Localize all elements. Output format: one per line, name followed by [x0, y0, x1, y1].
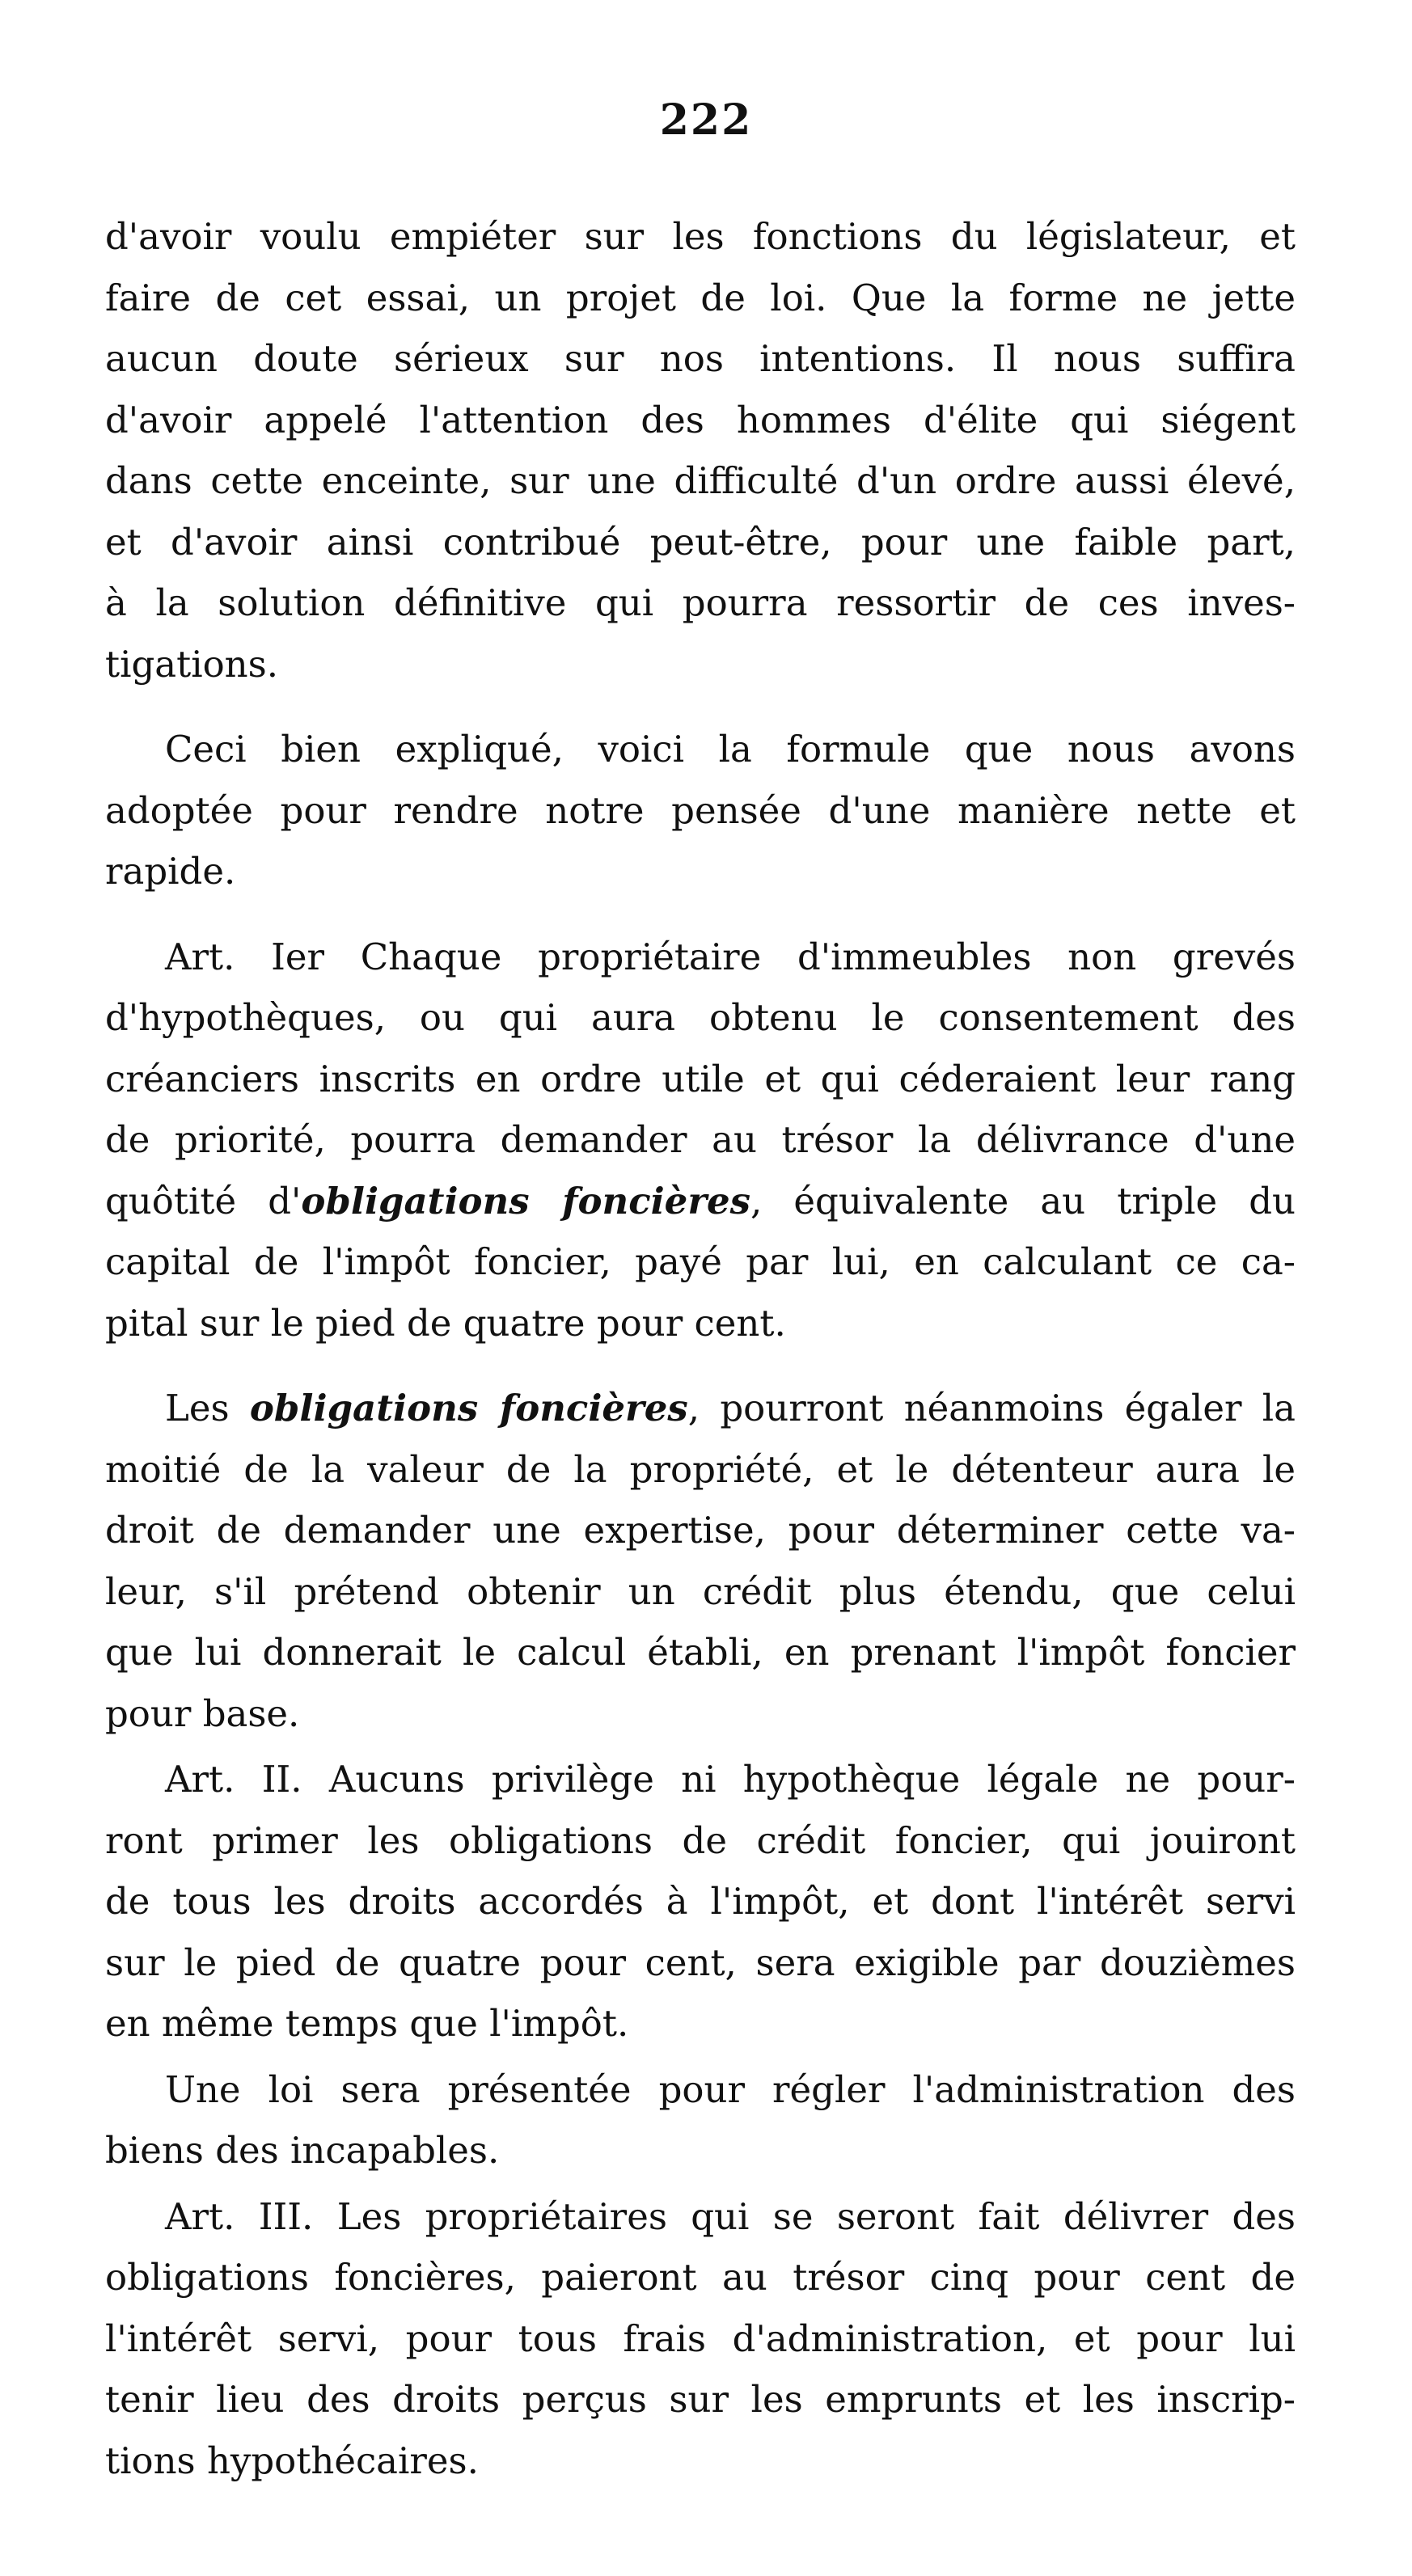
- paragraph-2: [105, 719, 1296, 902]
- text-line: d'hypothèques, ou qui aura obtenu le consentement des: [105, 996, 1296, 1039]
- text-line: d'avoir voulu empiéter sur les fonctions du législateur, et: [105, 215, 1296, 258]
- text-line: Art. Ier Chaque propriétaire d'immeubles non grevés: [165, 935, 1296, 978]
- text-line: tenir lieu des droits perçus sur les emprunts et les inscrip-: [105, 2378, 1296, 2421]
- text-line: droit de demander une expertise, pour déterminer cette va-: [105, 1509, 1296, 1552]
- text-line: sur le pied de quatre pour cent, sera exigible par douzièmes: [105, 1940, 1296, 1984]
- text-line: biens des incapables.: [105, 2129, 500, 2172]
- text-line: de priorité, pourra demander au trésor la délivrance d'une: [105, 1118, 1296, 1161]
- paragraph-4: [105, 1378, 1296, 1744]
- text-line: faire de cet essai, un projet de loi. Que la forme ne jette: [105, 276, 1296, 319]
- text-line: moitié de la valeur de la propriété, et le détenteur aura le: [105, 1447, 1296, 1491]
- text-line: l'intérêt servi, pour tous frais d'administration, et pour lui: [105, 2316, 1296, 2360]
- text-line: aucun doute sérieux sur nos intentions. Il nous suffira: [105, 337, 1296, 380]
- text-line: tigations.: [105, 642, 279, 686]
- text-line: dans cette enceinte, sur une difficulté d'un ordre aussi élevé,: [105, 459, 1296, 502]
- italic-term: obligations foncières: [249, 1387, 688, 1429]
- text-line: Ceci bien expliqué, voici la formule que nous avons: [165, 728, 1296, 771]
- article-2: [105, 1749, 1296, 2054]
- text-run: , équivalente au triple du: [750, 1179, 1296, 1223]
- italic-term: obligations foncières: [301, 1179, 750, 1223]
- text-line: et d'avoir ainsi contribué peut-être, pour une faible part,: [105, 520, 1296, 564]
- text-line: que lui donnerait le calcul établi, en prenant l'impôt foncier: [105, 1631, 1296, 1674]
- text-line: Art. III. Les propriétaires qui se seront fait délivrer des: [165, 2194, 1296, 2238]
- page-number: 222: [659, 95, 753, 145]
- text-line: pital sur le pied de quatre pour cent.: [105, 1301, 786, 1345]
- text-run: Les: [165, 1387, 250, 1429]
- text-line: adoptée pour rendre notre pensée d'une manière nette et: [105, 788, 1296, 832]
- text-line: d'avoir appelé l'attention des hommes d'élite qui siégent: [105, 398, 1296, 441]
- text-line: capital de l'impôt foncier, payé par lui, en calculant ce ca-: [105, 1240, 1296, 1283]
- text-line: en même temps que l'impôt.: [105, 2002, 629, 2045]
- text-line: ront primer les obligations de crédit foncier, qui jouiront: [105, 1818, 1296, 1862]
- paragraph-6: [105, 2059, 1296, 2181]
- text-line: à la solution définitive qui pourra ressortir de ces inves-: [105, 581, 1296, 624]
- text-line-mixed: [105, 1378, 1296, 1439]
- text-line: tions hypothécaires.: [105, 2439, 479, 2482]
- article-3: [105, 2186, 1296, 2492]
- text-line: Une loi sera présentée pour régler l'administration des: [165, 2067, 1296, 2111]
- page-body: [105, 206, 1296, 2491]
- text-line: leur, s'il prétend obtenir un crédit plus étendu, que celui: [105, 1569, 1296, 1613]
- text-line: de tous les droits accordés à l'impôt, et dont l'intérêt servi: [105, 1880, 1296, 1923]
- text-line-mixed: [105, 1171, 1296, 1232]
- text-line: créanciers inscrits en ordre utile et qui céderaient leur rang: [105, 1057, 1296, 1100]
- text-line: Art. II. Aucuns privilège ni hypothèque légale ne pour-: [165, 1758, 1296, 1801]
- paragraph-1: [105, 206, 1296, 695]
- text-run: , pourront néanmoins égaler la: [687, 1387, 1296, 1429]
- text-line: pour base.: [105, 1691, 300, 1735]
- article-1: [105, 927, 1296, 1354]
- text-run: quôtité d': [105, 1179, 302, 1223]
- text-line: rapide.: [105, 850, 236, 893]
- text-line: obligations foncières, paieront au trésor cinq pour cent de: [105, 2256, 1296, 2299]
